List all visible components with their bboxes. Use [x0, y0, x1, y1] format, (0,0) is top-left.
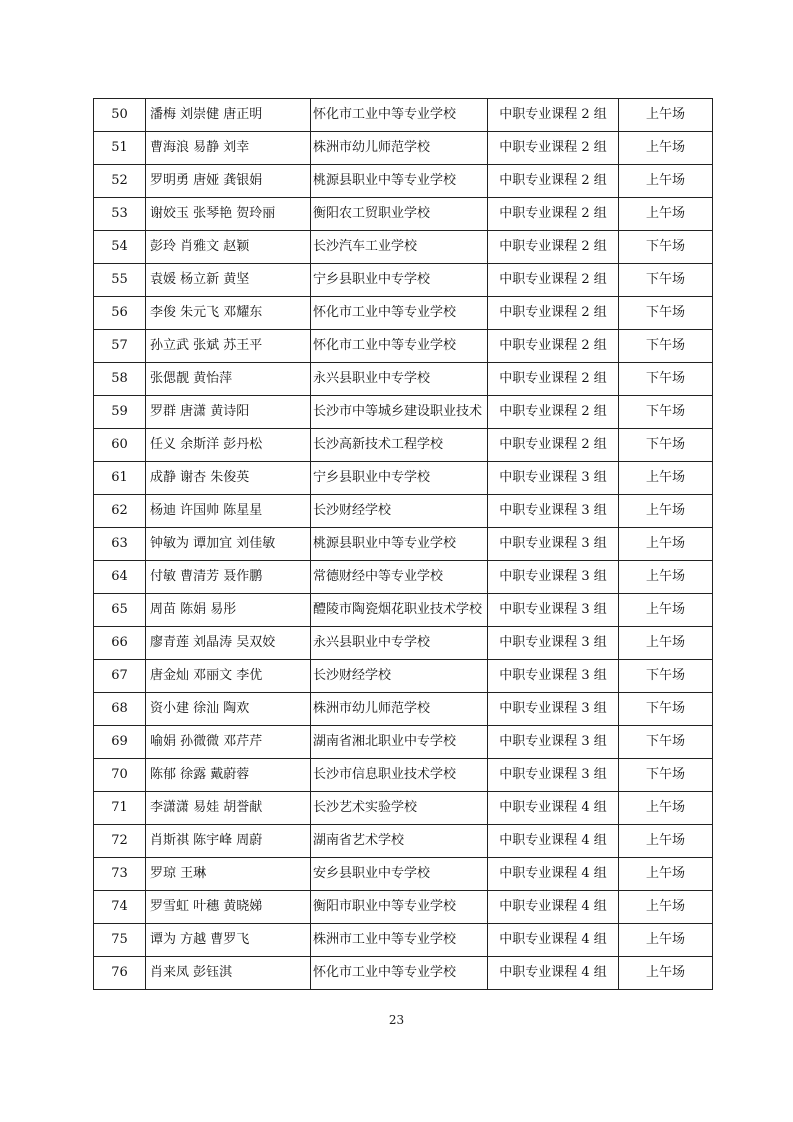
row-number-cell: 60 — [94, 429, 146, 462]
table-row — [94, 99, 713, 132]
course-group-cell: 中职专业课程 3 组 — [488, 495, 619, 528]
participant-names-cell: 周苗 陈娟 易彤 — [146, 594, 311, 627]
table-row — [94, 198, 713, 231]
school-name-cell: 衡阳市职业中等专业学校 — [311, 891, 488, 924]
course-group-cell: 中职专业课程 3 组 — [488, 528, 619, 561]
row-number-cell: 54 — [94, 231, 146, 264]
session-time-cell: 下午场 — [619, 264, 713, 297]
participant-names-cell: 袁媛 杨立新 黄坚 — [146, 264, 311, 297]
row-number-cell: 59 — [94, 396, 146, 429]
table-row — [94, 396, 713, 429]
school-name-cell: 怀化市工业中等专业学校 — [311, 957, 488, 990]
participant-names-cell: 曹海浪 易静 刘幸 — [146, 132, 311, 165]
row-number-cell: 68 — [94, 693, 146, 726]
session-time-cell: 上午场 — [619, 561, 713, 594]
participant-names-cell: 孙立武 张斌 苏王平 — [146, 330, 311, 363]
row-number-cell: 72 — [94, 825, 146, 858]
school-name-cell: 株洲市幼儿师范学校 — [311, 132, 488, 165]
session-time-cell: 下午场 — [619, 660, 713, 693]
session-time-cell: 下午场 — [619, 726, 713, 759]
participant-names-cell: 谢姣玉 张琴艳 贺玲丽 — [146, 198, 311, 231]
session-time-cell: 上午场 — [619, 198, 713, 231]
row-number-cell: 51 — [94, 132, 146, 165]
table-row — [94, 363, 713, 396]
row-number-cell: 71 — [94, 792, 146, 825]
school-name-cell: 宁乡县职业中专学校 — [311, 264, 488, 297]
table-row — [94, 132, 713, 165]
participant-names-cell: 资小建 徐汕 陶欢 — [146, 693, 311, 726]
table-row — [94, 726, 713, 759]
participant-names-cell: 任义 余斯洋 彭丹松 — [146, 429, 311, 462]
row-number-cell: 69 — [94, 726, 146, 759]
session-time-cell: 上午场 — [619, 924, 713, 957]
school-name-cell: 长沙艺术实验学校 — [311, 792, 488, 825]
table-row — [94, 528, 713, 561]
table-row — [94, 231, 713, 264]
participant-names-cell: 杨迪 许国帅 陈星星 — [146, 495, 311, 528]
participant-names-cell: 肖斯祺 陈宇峰 周蔚 — [146, 825, 311, 858]
participant-names-cell: 唐金灿 邓丽文 李优 — [146, 660, 311, 693]
row-number-cell: 58 — [94, 363, 146, 396]
course-group-cell: 中职专业课程 3 组 — [488, 693, 619, 726]
course-group-cell: 中职专业课程 2 组 — [488, 429, 619, 462]
table-row — [94, 858, 713, 891]
course-group-cell: 中职专业课程 4 组 — [488, 957, 619, 990]
table-row — [94, 957, 713, 990]
session-time-cell: 下午场 — [619, 231, 713, 264]
course-group-cell: 中职专业课程 2 组 — [488, 363, 619, 396]
course-group-cell: 中职专业课程 2 组 — [488, 231, 619, 264]
row-number-cell: 57 — [94, 330, 146, 363]
school-name-cell: 桃源县职业中等专业学校 — [311, 165, 488, 198]
session-time-cell: 上午场 — [619, 957, 713, 990]
course-group-cell: 中职专业课程 4 组 — [488, 891, 619, 924]
session-time-cell: 上午场 — [619, 792, 713, 825]
participant-names-cell: 钟敏为 谭加宜 刘佳敏 — [146, 528, 311, 561]
row-number-cell: 55 — [94, 264, 146, 297]
school-name-cell: 湖南省湘北职业中专学校 — [311, 726, 488, 759]
school-name-cell: 湖南省艺术学校 — [311, 825, 488, 858]
session-time-cell: 下午场 — [619, 363, 713, 396]
participant-names-cell: 廖青莲 刘晶涛 吴双姣 — [146, 627, 311, 660]
course-group-cell: 中职专业课程 3 组 — [488, 561, 619, 594]
course-group-cell: 中职专业课程 3 组 — [488, 627, 619, 660]
course-group-cell: 中职专业课程 3 组 — [488, 594, 619, 627]
participant-names-cell: 李潇潇 易娃 胡誉献 — [146, 792, 311, 825]
school-name-cell: 株洲市工业中等专业学校 — [311, 924, 488, 957]
table-row — [94, 462, 713, 495]
school-name-cell: 长沙市信息职业技术学校 — [311, 759, 488, 792]
session-time-cell: 上午场 — [619, 165, 713, 198]
participant-names-cell: 付敏 曹清芳 聂作鹏 — [146, 561, 311, 594]
course-group-cell: 中职专业课程 2 组 — [488, 198, 619, 231]
session-time-cell: 下午场 — [619, 297, 713, 330]
course-group-cell: 中职专业课程 2 组 — [488, 99, 619, 132]
participant-names-cell: 成静 谢杏 朱俊英 — [146, 462, 311, 495]
school-name-cell: 桃源县职业中等专业学校 — [311, 528, 488, 561]
row-number-cell: 66 — [94, 627, 146, 660]
course-group-cell: 中职专业课程 2 组 — [488, 297, 619, 330]
participant-names-cell: 李俊 朱元飞 邓耀东 — [146, 297, 311, 330]
course-group-cell: 中职专业课程 4 组 — [488, 924, 619, 957]
participant-names-cell: 陈郁 徐露 戴蔚蓉 — [146, 759, 311, 792]
session-time-cell: 上午场 — [619, 594, 713, 627]
session-time-cell: 上午场 — [619, 99, 713, 132]
session-time-cell: 上午场 — [619, 627, 713, 660]
school-name-cell: 永兴县职业中专学校 — [311, 363, 488, 396]
row-number-cell: 52 — [94, 165, 146, 198]
table-row — [94, 594, 713, 627]
session-time-cell: 上午场 — [619, 858, 713, 891]
school-name-cell: 长沙财经学校 — [311, 495, 488, 528]
session-time-cell: 下午场 — [619, 429, 713, 462]
course-group-cell: 中职专业课程 2 组 — [488, 264, 619, 297]
row-number-cell: 73 — [94, 858, 146, 891]
session-time-cell: 上午场 — [619, 495, 713, 528]
row-number-cell: 65 — [94, 594, 146, 627]
school-name-cell: 安乡县职业中专学校 — [311, 858, 488, 891]
row-number-cell: 61 — [94, 462, 146, 495]
table-row — [94, 924, 713, 957]
session-time-cell: 下午场 — [619, 693, 713, 726]
table-row — [94, 693, 713, 726]
school-name-cell: 怀化市工业中等专业学校 — [311, 330, 488, 363]
school-name-cell: 醴陵市陶瓷烟花职业技术学校 — [311, 594, 488, 627]
participant-names-cell: 罗琼 王琳 — [146, 858, 311, 891]
school-name-cell: 长沙汽车工业学校 — [311, 231, 488, 264]
table-row — [94, 495, 713, 528]
table-row — [94, 264, 713, 297]
school-name-cell: 常德财经中等专业学校 — [311, 561, 488, 594]
table-row — [94, 429, 713, 462]
participant-names-cell: 肖来凤 彭钰淇 — [146, 957, 311, 990]
school-name-cell: 长沙财经学校 — [311, 660, 488, 693]
table-row — [94, 330, 713, 363]
course-group-cell: 中职专业课程 3 组 — [488, 759, 619, 792]
row-number-cell: 76 — [94, 957, 146, 990]
course-group-cell: 中职专业课程 3 组 — [488, 660, 619, 693]
school-name-cell: 永兴县职业中专学校 — [311, 627, 488, 660]
table-row — [94, 561, 713, 594]
table-row — [94, 660, 713, 693]
participant-names-cell: 张偲靓 黄怡萍 — [146, 363, 311, 396]
school-name-cell: 衡阳农工贸职业学校 — [311, 198, 488, 231]
table-row — [94, 891, 713, 924]
course-group-cell: 中职专业课程 4 组 — [488, 858, 619, 891]
table-row — [94, 297, 713, 330]
participant-names-cell: 喻娟 孙微微 邓芹芹 — [146, 726, 311, 759]
school-name-cell: 怀化市工业中等专业学校 — [311, 297, 488, 330]
page-number: 23 — [388, 1013, 405, 1027]
row-number-cell: 50 — [94, 99, 146, 132]
school-name-cell: 长沙高新技术工程学校 — [311, 429, 488, 462]
row-number-cell: 56 — [94, 297, 146, 330]
course-group-cell: 中职专业课程 2 组 — [488, 396, 619, 429]
course-group-cell: 中职专业课程 2 组 — [488, 165, 619, 198]
table-row — [94, 825, 713, 858]
table-row — [94, 759, 713, 792]
participant-names-cell: 谭为 方越 曹罗飞 — [146, 924, 311, 957]
row-number-cell: 53 — [94, 198, 146, 231]
row-number-cell: 74 — [94, 891, 146, 924]
session-time-cell: 上午场 — [619, 528, 713, 561]
school-name-cell: 宁乡县职业中专学校 — [311, 462, 488, 495]
course-group-cell: 中职专业课程 3 组 — [488, 726, 619, 759]
course-group-cell: 中职专业课程 3 组 — [488, 462, 619, 495]
row-number-cell: 67 — [94, 660, 146, 693]
school-name-cell: 长沙市中等城乡建设职业技术 — [311, 396, 488, 429]
participant-names-cell: 罗雪虹 叶穗 黄晓娣 — [146, 891, 311, 924]
schedule-table-body — [94, 99, 713, 990]
schedule-table — [93, 98, 713, 990]
course-group-cell: 中职专业课程 2 组 — [488, 330, 619, 363]
participant-names-cell: 潘梅 刘崇健 唐正明 — [146, 99, 311, 132]
table-row — [94, 165, 713, 198]
school-name-cell: 怀化市工业中等专业学校 — [311, 99, 488, 132]
session-time-cell: 上午场 — [619, 891, 713, 924]
session-time-cell: 上午场 — [619, 462, 713, 495]
session-time-cell: 下午场 — [619, 396, 713, 429]
participant-names-cell: 罗群 唐潇 黄诗阳 — [146, 396, 311, 429]
session-time-cell: 下午场 — [619, 759, 713, 792]
session-time-cell: 上午场 — [619, 132, 713, 165]
school-name-cell: 株洲市幼儿师范学校 — [311, 693, 488, 726]
table-row — [94, 627, 713, 660]
session-time-cell: 下午场 — [619, 330, 713, 363]
course-group-cell: 中职专业课程 4 组 — [488, 792, 619, 825]
row-number-cell: 63 — [94, 528, 146, 561]
participant-names-cell: 彭玲 肖雅文 赵颖 — [146, 231, 311, 264]
course-group-cell: 中职专业课程 4 组 — [488, 825, 619, 858]
row-number-cell: 70 — [94, 759, 146, 792]
participant-names-cell: 罗明勇 唐娅 龚银娟 — [146, 165, 311, 198]
table-row — [94, 792, 713, 825]
course-group-cell: 中职专业课程 2 组 — [488, 132, 619, 165]
row-number-cell: 62 — [94, 495, 146, 528]
session-time-cell: 上午场 — [619, 825, 713, 858]
row-number-cell: 64 — [94, 561, 146, 594]
row-number-cell: 75 — [94, 924, 146, 957]
